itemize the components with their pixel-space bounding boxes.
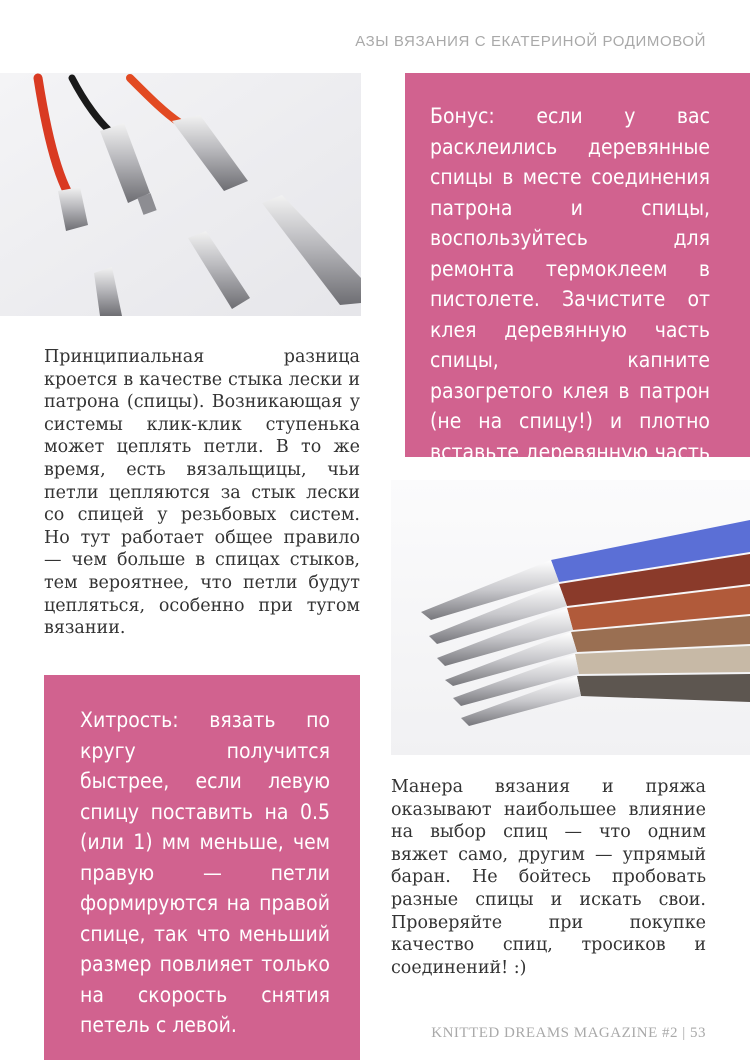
trick-tip-box [44, 675, 360, 1060]
article-paragraph-joints: Принципиальная разница кроется в качестве стыка лески и патрона (спицы). Возникающая у системы клик-клик ступенька может цеплять петли. В то же время, есть вязальщицы, чьи петли цепляются за стык лески со спицей у резьбовых систем. Но тут работает общее правило — чем больше в спицах стыков, тем вероятнее, что петли будут цепляться, особенно при тугом вязании. [44, 347, 360, 639]
bonus-tip-text: Бонус: если у вас расклеились деревянные спицы в месте соединения патрона и спицы, воспользуйтесь для ремонта термоклеем в пистолете. Зачистите от клея деревянную часть спицы, капните разогретого клея в патрон (не на спицу!) и плотно вставьте деревянную часть [430, 104, 710, 464]
page-footer: KNITTED DREAMS MAGAZINE #2 | 53 [431, 1025, 706, 1041]
trick-tip-text: Хитрость: вязать по кругу получится быстрее, если левую спицу поставить на 0.5 (или 1) мм меньше, чем правую — петли формируются на правой спице, так что меньший размер повлияет только на скорость снятия петель с левой. [80, 708, 330, 1037]
bonus-tip-box [405, 73, 750, 464]
needle-tips-photo [391, 480, 750, 755]
magazine-section-header: АЗЫ ВЯЗАНИЯ С ЕКАТЕРИНОЙ РОДИМОВОЙ [355, 33, 706, 50]
article-paragraph-choice: Манера вязания и пряжа оказывают наибольшее влияние на выбор спиц — что одним вяжет само, другим — упрямый баран. Не бойтесь пробовать разные спицы и искать свои. Проверяйте при покупке качество спиц, тросиков и соединений! :) [391, 777, 706, 978]
cables-connectors-photo [0, 73, 361, 316]
